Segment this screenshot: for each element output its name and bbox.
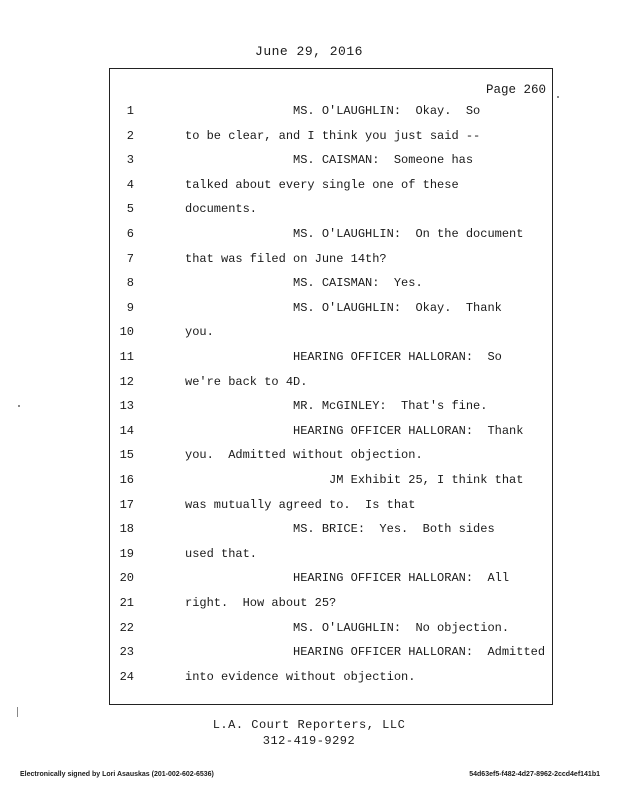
line-number: 10 xyxy=(119,325,134,340)
transcript-line xyxy=(110,150,554,170)
transcript-line xyxy=(110,101,554,121)
line-number: 9 xyxy=(126,300,134,315)
line-number: 24 xyxy=(119,669,134,684)
line-number: 15 xyxy=(119,448,134,463)
line-number: 4 xyxy=(126,177,134,192)
transcript-line xyxy=(110,618,554,638)
line-text: you. xyxy=(185,325,214,340)
line-text: MS. O'LAUGHLIN: On the document xyxy=(185,227,524,241)
line-text: was mutually agreed to. Is that xyxy=(185,497,416,512)
line-text: MS. BRICE: Yes. Both sides xyxy=(185,522,495,537)
header-date: June 29, 2016 xyxy=(255,44,363,59)
line-number: 19 xyxy=(119,546,134,561)
line-number: 18 xyxy=(119,522,134,537)
line-number: 3 xyxy=(126,153,134,168)
line-text: MR. McGINLEY: That's fine. xyxy=(185,399,488,414)
line-number: 14 xyxy=(119,423,134,438)
line-text: that was filed on June 14th? xyxy=(185,251,387,266)
line-text: we're back to 4D. xyxy=(185,374,308,389)
scan-artifact xyxy=(17,707,18,717)
line-number: 12 xyxy=(119,374,134,389)
transcript-line xyxy=(110,175,554,195)
line-number: 17 xyxy=(119,497,134,512)
scan-artifact xyxy=(557,96,559,98)
line-number: 22 xyxy=(119,620,134,635)
transcript-line xyxy=(110,421,554,441)
transcript-line xyxy=(110,298,554,318)
line-text: HEARING OFFICER HALLORAN: Thank xyxy=(185,423,524,438)
page-number: Page 260 xyxy=(485,83,546,97)
line-number: 23 xyxy=(119,645,134,660)
line-number: 8 xyxy=(126,276,134,291)
line-number: 1 xyxy=(126,104,134,118)
line-text: used that. xyxy=(185,546,258,561)
court-reporter-name: L.A. Court Reporters, LLC xyxy=(212,718,406,732)
line-text: into evidence without objection. xyxy=(185,669,416,684)
line-text: HEARING OFFICER HALLORAN: So xyxy=(185,350,502,364)
line-text: MS. CAISMAN: Someone has xyxy=(185,153,474,168)
court-reporter-phone: 312-419-9292 xyxy=(262,734,356,748)
transcript-line xyxy=(110,199,554,219)
line-text: MS. O'LAUGHLIN: Okay. So xyxy=(185,104,481,118)
transcript-line xyxy=(110,126,554,146)
transcript-line xyxy=(110,544,554,564)
line-text: documents. xyxy=(185,202,258,217)
line-number: 5 xyxy=(126,202,134,217)
transcript-line xyxy=(110,495,554,515)
line-number: 11 xyxy=(119,350,134,364)
line-text: you. Admitted without objection. xyxy=(185,448,423,463)
transcript-line xyxy=(110,593,554,613)
line-number: 16 xyxy=(119,473,134,487)
line-text: MS. CAISMAN: Yes. xyxy=(185,276,423,291)
transcript-line xyxy=(110,396,554,416)
transcript-line xyxy=(110,273,554,293)
transcript-line xyxy=(110,519,554,539)
line-text: HEARING OFFICER HALLORAN: Admitted xyxy=(185,645,546,660)
line-text: talked about every single one of these xyxy=(185,177,459,192)
line-text: HEARING OFFICER HALLORAN: All xyxy=(185,571,510,586)
transcript-line xyxy=(110,470,554,490)
transcript-line xyxy=(110,322,554,342)
transcript-line xyxy=(110,224,554,244)
transcript-line xyxy=(110,667,554,687)
line-number: 13 xyxy=(119,399,134,414)
document-hash: 54d63ef5-f482-4d27-8962-2ccd4ef141b1 xyxy=(469,771,600,778)
line-text: right. How about 25? xyxy=(185,596,337,610)
transcript-line xyxy=(110,642,554,662)
line-number: 6 xyxy=(126,227,134,241)
line-number: 20 xyxy=(119,571,134,586)
line-text: to be clear, and I think you just said -- xyxy=(185,128,481,143)
line-number: 2 xyxy=(126,128,134,143)
transcript-line xyxy=(110,249,554,269)
line-text: JM Exhibit 25, I think that xyxy=(185,473,524,487)
line-number: 7 xyxy=(126,251,134,266)
scan-artifact xyxy=(18,405,20,407)
electronic-signature: Electronically signed by Lori Asauskas (201-002-602-6536) xyxy=(20,771,214,778)
transcript-line xyxy=(110,568,554,588)
transcript-line xyxy=(110,372,554,392)
transcript-line xyxy=(110,347,554,367)
transcript-page xyxy=(109,68,553,705)
line-text: MS. O'LAUGHLIN: Okay. Thank xyxy=(185,300,502,315)
transcript-line xyxy=(110,445,554,465)
line-text: MS. O'LAUGHLIN: No objection. xyxy=(185,620,510,635)
footer-firm-block xyxy=(0,717,618,749)
line-number: 21 xyxy=(119,596,134,610)
